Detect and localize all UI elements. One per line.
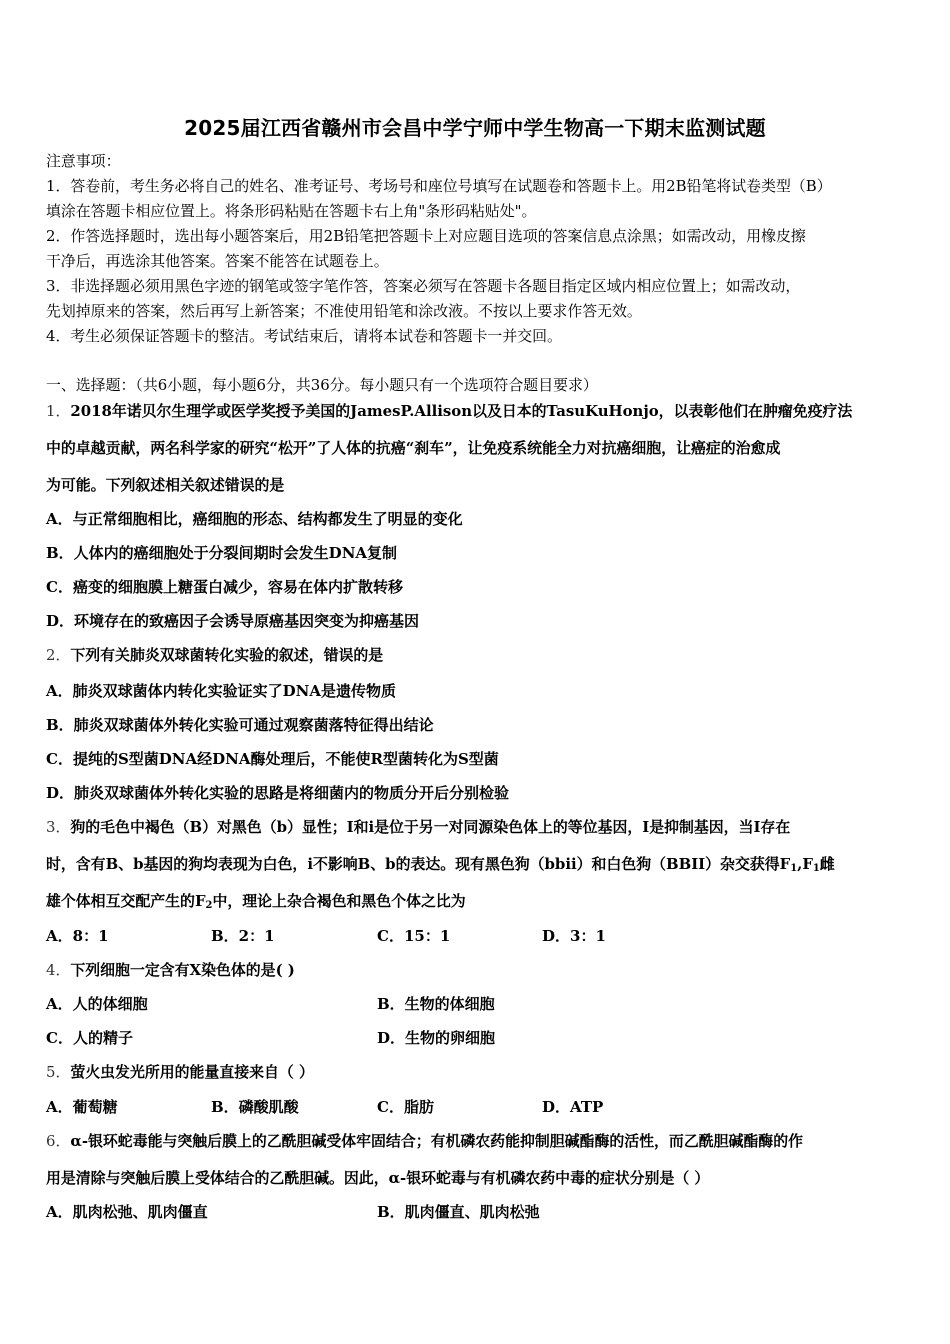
notice-line: 4．考生必须保证答题卡的整洁。考试结束后，请将本试卷和答题卡一并交回。 xyxy=(46,327,562,345)
option-b: B．肺炎双球菌体外转化实验可通过观察菌落特征得出结论 xyxy=(46,716,434,734)
option-d: D．ATP xyxy=(542,1098,604,1116)
option-a: A．葡萄糖 xyxy=(46,1098,118,1116)
question-number: 5． xyxy=(46,1063,71,1081)
question-text: 下列细胞一定含有X染色体的是( ) xyxy=(70,961,295,979)
subscript: 1 xyxy=(812,863,820,874)
question-1-line-3: 为可能。下列叙述相关叙述错误的是 xyxy=(46,476,285,494)
option-c: C．提纯的S型菌DNA经DNA酶处理后，不能使R型菌转化为S型菌 xyxy=(46,750,499,768)
section-heading: 一、选择题：（共6小题，每小题6分，共36分。每小题只有一个选项符合题目要求） xyxy=(46,376,598,394)
question-text: 2018年诺贝尔生理学或医学奖授予美国的JamesP.Allison以及日本的TasuKuHonjo，以表彰他们在肿瘤免疫疗法 xyxy=(70,402,853,420)
question-text: α-银环蛇毒能与突触后膜上的乙酰胆碱受体牢固结合；有机磷农药能抑制胆碱酯酶的活性，而乙酰胆碱酯酶的作 xyxy=(70,1132,803,1150)
page-title: 2025届江西省赣州市会昌中学宁师中学生物高一下期末监测试题 xyxy=(184,116,766,140)
subscript: 2 xyxy=(205,900,213,911)
question-number: 3． xyxy=(46,818,71,836)
notice-line: 3．非选择题必须用黑色字迹的钢笔或签字笔作答，答案必须写在答题卡各题目指定区域内相应位置上；如需改动， xyxy=(46,277,801,295)
option-d: D．肺炎双球菌体外转化实验的思路是将细菌内的物质分开后分别检验 xyxy=(46,784,510,802)
notice-line: 先划掉原来的答案，然后再写上新答案；不准使用铅笔和涂改液。不按以上要求作答无效。 xyxy=(46,302,642,320)
notice-line: 1．答卷前，考生务必将自己的姓名、准考证号、考场号和座位号填写在试题卷和答题卡上。用2B铅笔将试卷类型（B） xyxy=(46,177,832,195)
option-d: D．环境存在的致癌因子会诱导原癌基因突变为抑癌基因 xyxy=(46,612,420,630)
option-c: C．脂肪 xyxy=(377,1098,434,1116)
option-c: C．癌变的细胞膜上糖蛋白减少，容易在体内扩散转移 xyxy=(46,578,403,596)
subscript: 1 xyxy=(790,863,798,874)
option-a: A．肌肉松弛、肌肉僵直 xyxy=(46,1203,208,1221)
option-c: C．15：1 xyxy=(377,927,451,945)
notice-line: 干净后，再选涂其他答案。答案不能答在试题卷上。 xyxy=(46,252,389,270)
question-text: 萤火虫发光所用的能量直接来自（ ） xyxy=(70,1063,314,1081)
question-3-line-3 xyxy=(46,891,910,911)
option-d: D．3：1 xyxy=(542,927,606,945)
option-b: B．磷酸肌酸 xyxy=(211,1098,299,1116)
question-6-line-2: 用是清除与突触后膜上受体结合的乙酰胆碱。因此，α-银环蛇毒与有机磷农药中毒的症状分别是（ ） xyxy=(46,1169,710,1187)
notice-heading: 注意事项： xyxy=(46,152,121,170)
question-number: 4． xyxy=(46,961,71,979)
question-number: 1． xyxy=(46,402,71,420)
question-text: 下列有关肺炎双球菌转化实验的叙述，错误的是 xyxy=(70,646,384,664)
question-text: 时，含有B、b基因的狗均表现为白色，i不影响B、b的表达。现有黑色狗（bbii）和白色狗（BBII）杂交获得F xyxy=(46,855,791,873)
question-text: ,F xyxy=(797,855,813,873)
question-text: 雌 xyxy=(819,855,835,873)
question-number: 6． xyxy=(46,1132,71,1150)
notice-line: 2．作答选择题时，选出每小题答案后，用2B铅笔把答题卡上对应题目选项的答案信息点涂黑；如需改动，用橡皮擦 xyxy=(46,227,806,245)
question-2 xyxy=(46,645,910,665)
option-a: A．8：1 xyxy=(46,927,109,945)
question-1-line-2: 中的卓越贡献，两名科学家的研究“松开”了人体的抗癌“刹车”，让免疫系统能全力对抗癌细胞，让癌症的治愈成 xyxy=(46,439,781,457)
option-b: B．2：1 xyxy=(211,927,275,945)
option-c: C．人的精子 xyxy=(46,1029,133,1047)
option-b: B．人体内的癌细胞处于分裂间期时会发生DNA复制 xyxy=(46,544,398,562)
question-3-line-2 xyxy=(46,854,910,874)
option-b: B．肌肉僵直、肌肉松弛 xyxy=(377,1203,540,1221)
option-a: A．与正常细胞相比，癌细胞的形态、结构都发生了明显的变化 xyxy=(46,510,463,528)
option-d: D．生物的卵细胞 xyxy=(377,1029,496,1047)
question-5 xyxy=(46,1062,910,1082)
question-text: 狗的毛色中褐色（B）对黑色（b）显性；I和i是位于另一对同源染色体上的等位基因，I是抑制基因，当I存在 xyxy=(70,818,791,836)
option-b: B．生物的体细胞 xyxy=(377,995,495,1013)
option-a: A．人的体细胞 xyxy=(46,995,148,1013)
question-number: 2． xyxy=(46,646,71,664)
question-4 xyxy=(46,960,910,980)
question-text: 雄个体相互交配产生的F xyxy=(46,892,206,910)
option-a: A．肺炎双球菌体内转化实验证实了DNA是遗传物质 xyxy=(46,682,396,700)
question-6-line-1 xyxy=(46,1131,910,1151)
question-1-line-1 xyxy=(46,401,910,421)
question-text: 中，理论上杂合褐色和黑色个体之比为 xyxy=(212,892,466,910)
question-3-line-1 xyxy=(46,817,910,837)
notice-line: 填涂在答题卡相应位置上。将条形码粘贴在答题卡右上角"条形码粘贴处"。 xyxy=(46,202,537,220)
